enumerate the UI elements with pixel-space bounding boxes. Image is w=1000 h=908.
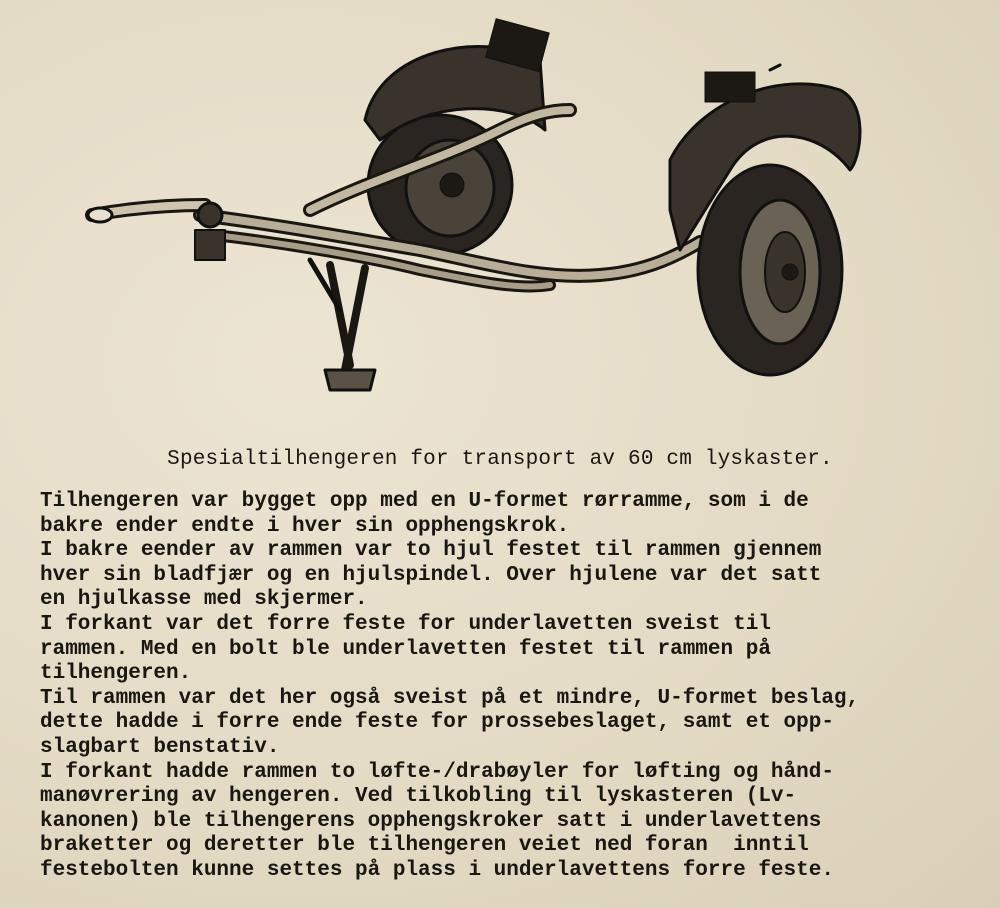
trailer-drawing-icon: [80, 10, 870, 410]
text-line: kanonen) ble tilhengerens opphengskroker satt i underlavettens: [40, 809, 822, 833]
text-line: hver sin bladfjær og en hjulspindel. Over hjulene var det satt: [40, 563, 822, 587]
text-line: tilhengeren.: [40, 662, 192, 686]
text-line: dette hadde i forre ende feste for prossebeslaget, samt et opp-: [40, 711, 834, 735]
text-line: I forkant var det forre feste for underlavetten sveist til: [40, 612, 771, 636]
text-line: I bakre eender av rammen var to hjul festet til rammen gjennem: [40, 539, 822, 563]
figure-caption: Spesialtilhengeren for transport av 60 cm lyskaster.: [167, 448, 833, 471]
text-line: braketter og deretter ble tilhengeren veiet ned foran inntil: [40, 834, 809, 858]
body-text: [40, 490, 960, 884]
text-line: Til rammen var det her også sveist på et mindre, U-formet beslag,: [40, 686, 860, 710]
text-line: slagbart benstativ.: [40, 735, 280, 759]
text-line: manøvrering av hengeren. Ved tilkobling til lyskasteren (Lv-: [40, 785, 797, 809]
text-line: rammen. Med en bolt ble underlavetten festet til rammen på: [40, 637, 771, 661]
text-line: bakre ender endte i hver sin opphengskrok.: [40, 514, 570, 538]
text-line: Tilhengeren var bygget opp med en U-formet rørramme, som i de: [40, 490, 809, 513]
text-line: I forkant hadde rammen to løfte-/drabøyler for løfting og hånd-: [40, 760, 834, 784]
text-line: en hjulkasse med skjermer.: [40, 588, 368, 612]
text-line: festebolten kunne settes på plass i underlavettens forre feste.: [40, 858, 834, 882]
rear-wheel-left: [365, 19, 549, 255]
front-wheel-right: [698, 165, 842, 375]
